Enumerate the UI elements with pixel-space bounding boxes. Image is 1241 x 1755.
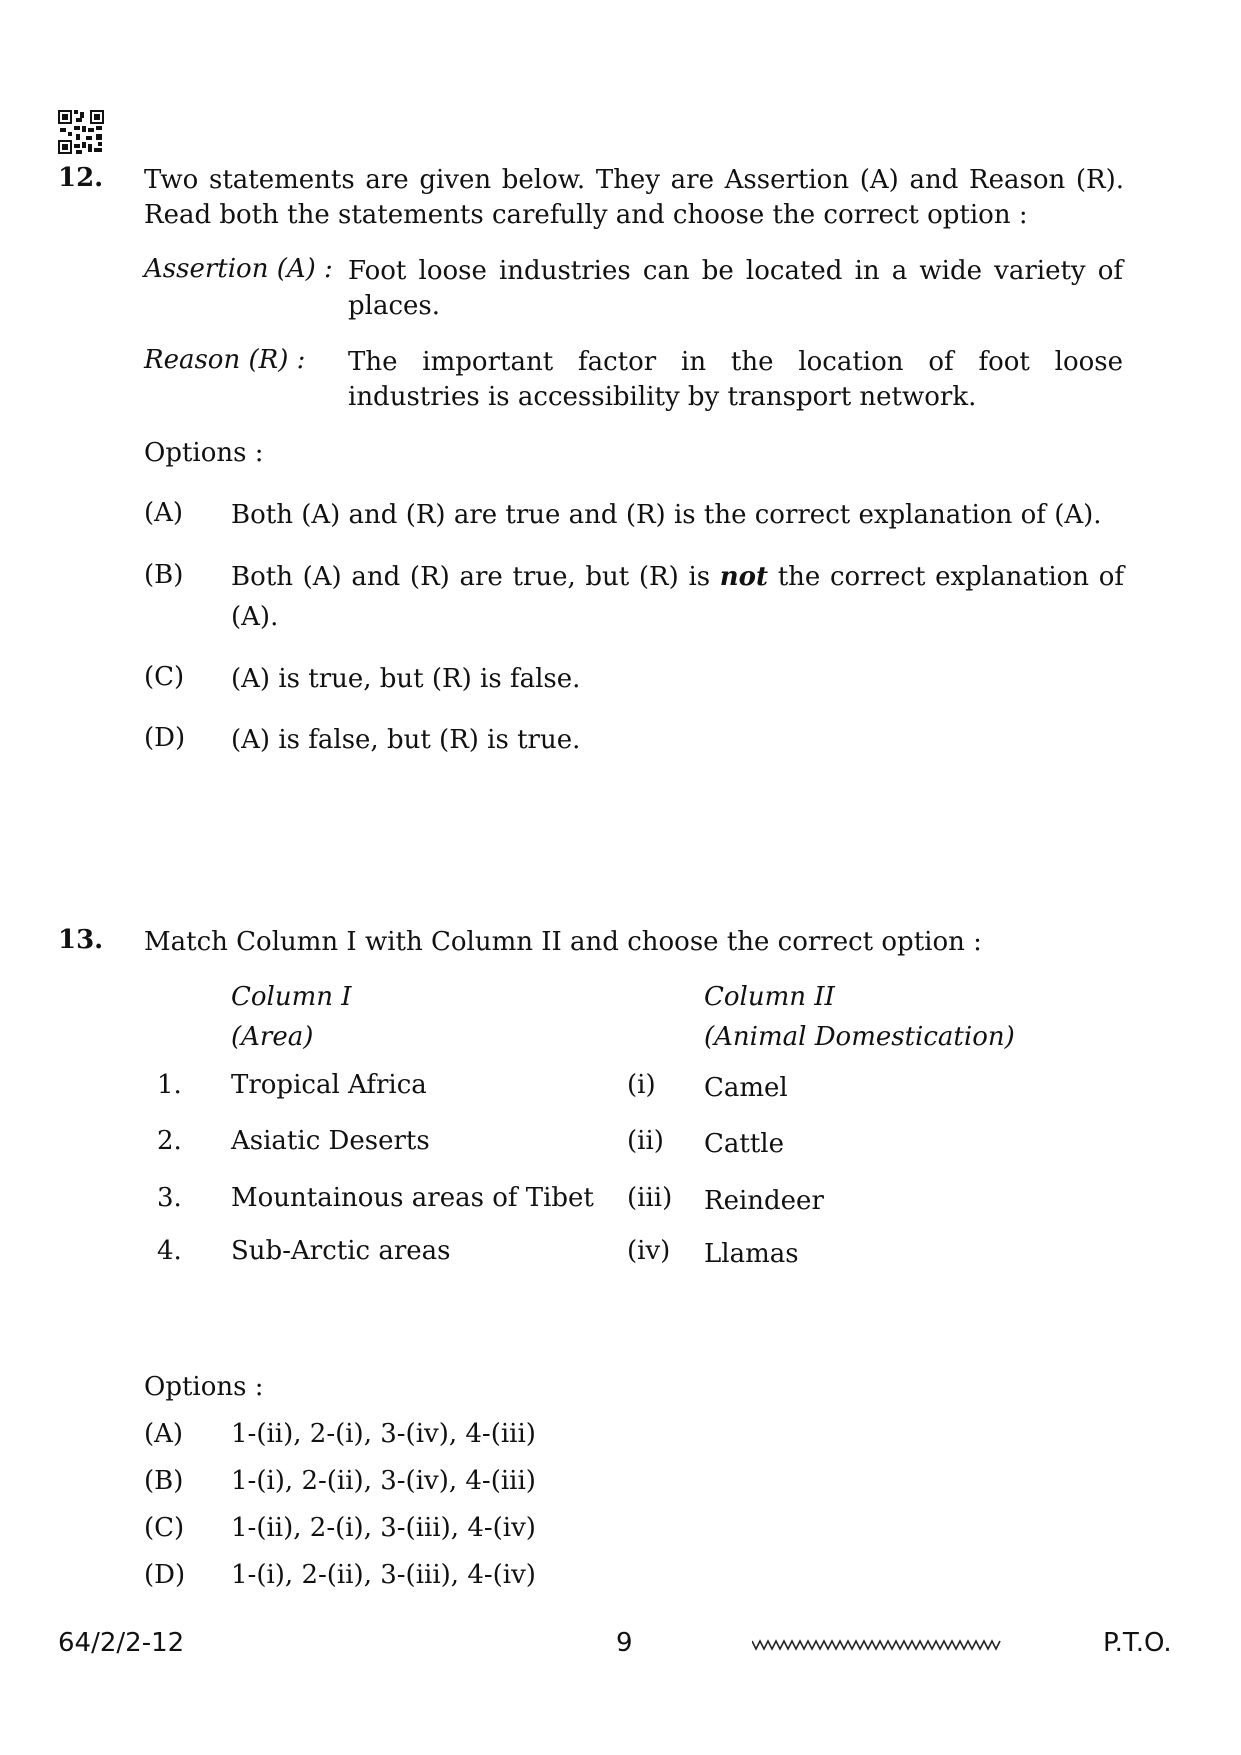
q13-options-label: Options : <box>144 1372 264 1402</box>
q12-option-a-text: Both (A) and (R) are true and (R) is the correct explanation of (A). <box>231 500 1102 530</box>
q12-option-d-text: (A) is false, but (R) is true. <box>231 725 581 755</box>
q13-option-b-text: 1-(i), 2-(ii), 3-(iv), 4-(iii) <box>231 1466 536 1496</box>
q13-option-a-label: (A) <box>144 1419 184 1449</box>
wave-line-icon <box>752 1638 1002 1652</box>
assertion-line2: places. <box>348 291 441 321</box>
row-4-animal: Llamas <box>704 1239 799 1269</box>
paper-code: 64/2/2-12 <box>58 1628 185 1658</box>
qr-code-icon <box>58 110 104 154</box>
q13-intro: Match Column I with Column II and choose the correct option : <box>144 927 982 957</box>
reason-line2: industries is accessibility by transport network. <box>348 382 977 412</box>
column-2-heading: Column II <box>704 982 835 1012</box>
assertion-label: Assertion (A) : <box>144 254 333 284</box>
column-1-subheading: (Area) <box>231 1022 314 1052</box>
row-4-roman: (iv) <box>627 1236 671 1266</box>
page-number: 9 <box>616 1628 633 1658</box>
q12-option-a-label: (A) <box>144 498 184 528</box>
column-2-subheading: (Animal Domestication) <box>704 1022 1015 1052</box>
row-3-number: 3. <box>157 1183 182 1213</box>
q12-intro-line2: Read both the statements carefully and choose the correct option : <box>144 200 1028 230</box>
q13-option-c-text: 1-(ii), 2-(i), 3-(iii), 4-(iv) <box>231 1513 536 1543</box>
row-2-area: Asiatic Deserts <box>231 1126 430 1156</box>
q12-option-c-text: (A) is true, but (R) is false. <box>231 664 581 694</box>
q13-option-a-text: 1-(ii), 2-(i), 3-(iv), 4-(iii) <box>231 1419 536 1449</box>
row-4-number: 4. <box>157 1236 182 1266</box>
q13-option-d-label: (D) <box>144 1560 186 1590</box>
row-4-area: Sub-Arctic areas <box>231 1236 451 1266</box>
row-1-animal: Camel <box>704 1073 788 1103</box>
reason-label: Reason (R) : <box>144 345 306 375</box>
row-2-number: 2. <box>157 1126 182 1156</box>
row-1-area: Tropical Africa <box>231 1070 427 1100</box>
row-1-number: 1. <box>157 1070 182 1100</box>
reason-line1: The important factor in the location of foot loose <box>348 347 1123 377</box>
row-3-roman: (iii) <box>627 1183 673 1213</box>
column-1-heading: Column I <box>231 982 352 1012</box>
q13-option-b-label: (B) <box>144 1466 184 1496</box>
q12-options-label: Options : <box>144 438 264 468</box>
q12-intro-line1: Two statements are given below. They are Assertion (A) and Reason (R). <box>144 165 1124 195</box>
q13-option-c-label: (C) <box>144 1513 185 1543</box>
question-number-12: 12. <box>58 163 104 193</box>
q12-option-c-label: (C) <box>144 662 185 692</box>
row-2-animal: Cattle <box>704 1129 784 1159</box>
q12-option-b-text: Both (A) and (R) are true, but (R) is not the correct explanation of <box>231 562 1124 592</box>
question-number-13: 13. <box>58 925 104 955</box>
q12-option-b-text-line2: (A). <box>231 602 279 632</box>
row-3-animal: Reindeer <box>704 1186 824 1216</box>
assertion-line1: Foot loose industries can be located in a wide variety of <box>348 256 1123 286</box>
row-2-roman: (ii) <box>627 1126 664 1156</box>
row-1-roman: (i) <box>627 1070 656 1100</box>
pto-label: P.T.O. <box>1103 1628 1172 1658</box>
emphasis-not: not <box>719 562 769 592</box>
row-3-area: Mountainous areas of Tibet <box>231 1183 594 1213</box>
q13-option-d-text: 1-(i), 2-(ii), 3-(iii), 4-(iv) <box>231 1560 536 1590</box>
q12-option-d-label: (D) <box>144 723 186 753</box>
q12-option-b-label: (B) <box>144 560 184 590</box>
